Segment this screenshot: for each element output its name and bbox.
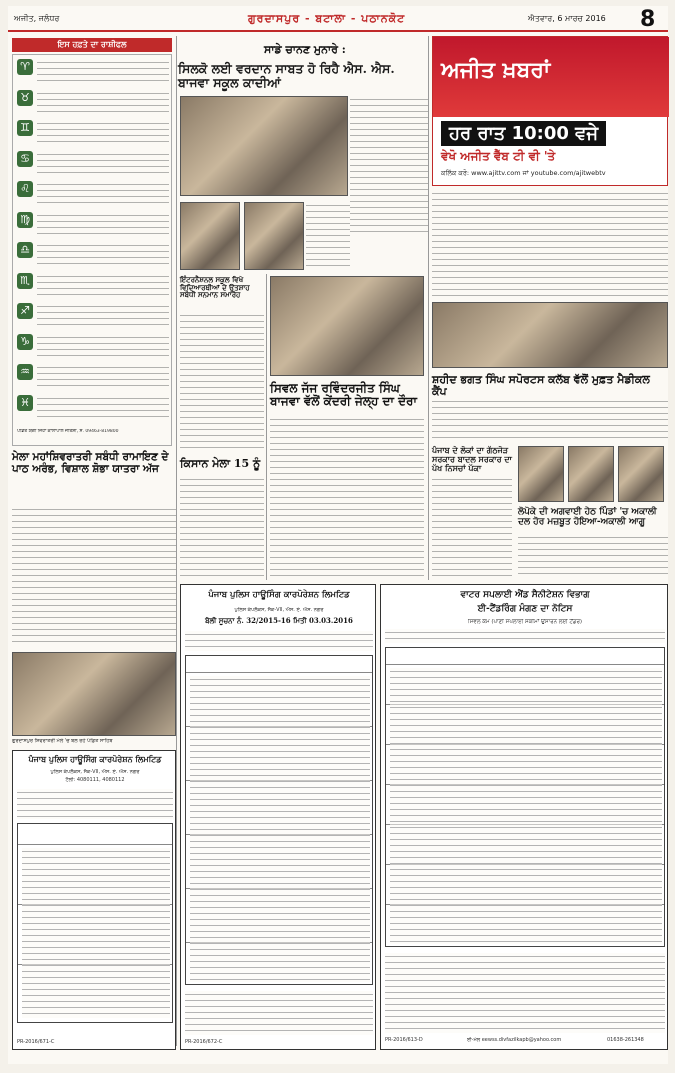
section-title: ਗੁਰਦਾਸਪੁਰ - ਬਟਾਲਾ - ਪਠਾਨਕੋਟ xyxy=(248,12,406,25)
tender-left xyxy=(12,750,176,1050)
tender-left-phone: ਟੈਲੀ: 4080111, 4080112 xyxy=(65,777,125,783)
main-kicker: ਸਾਡੇ ਚਾਨਣ ਮੁਨਾਰੇ : xyxy=(264,43,346,56)
tender-right xyxy=(380,584,668,1050)
camp-headline: ਸ਼ਹੀਦ ਭਗਤ ਸਿੰਘ ਸਪੋਰਟਸ ਕਲੱਬ ਵੱਲੋਂ ਮੁਫ਼ਤ ਮੈਡੀਕਲ ਕੈਂਪ xyxy=(432,373,650,399)
zodiac-icon: ♋ xyxy=(17,151,33,167)
tender-right-ref: PR-2016/613-D xyxy=(385,1037,423,1043)
punjab-headline: ਪੰਜਾਬ ਦੇ ਲੋਕਾਂ ਦਾ ਗੱਠਜੋੜ ਸਰਕਾਰ ਬਾਦਲ ਸਰਕਾਰ ਦਾ ਪੱਖ ਨਿਸਚਾਂ ਪੱਕਾ xyxy=(432,445,512,473)
intl-story-text xyxy=(180,312,264,452)
tender-mid-title: ਪੰਜਾਬ ਪੁਲਿਸ ਹਾਊਸਿੰਗ ਕਾਰਪੋਰੇਸ਼ਨ ਲਿਮਟਿਡ xyxy=(208,590,350,600)
tender-right-table xyxy=(385,647,665,947)
zodiac-text xyxy=(37,181,169,207)
zodiac-icon: ♐ xyxy=(17,303,33,319)
tender-left-title: ਪੰਜਾਬ ਪੁਲਿਸ ਹਾਊਸਿੰਗ ਕਾਰਪੋਰੇਸ਼ਨ ਲਿਮਟਿਡ xyxy=(28,754,162,764)
mela-caption: ਗੁਰਦਾਸਪੁਰ ਸ਼ਿਵਰਾਤਰੀ ਮੇਲੇ 'ਚ ਬੋਲ ਰਹੇ ਪੰਡਿਤ ਸਾਹਿਬ xyxy=(12,738,113,744)
horoscope-box xyxy=(12,54,172,446)
tv-ad-time: ਹਰ ਰਾਤ 10:00 ਵਜੇ xyxy=(441,121,606,146)
portrait-photo-1 xyxy=(180,202,240,270)
main-story-text xyxy=(350,96,428,236)
mela-story-text xyxy=(12,506,176,646)
right-story-text xyxy=(432,190,668,300)
zodiac-text xyxy=(37,151,169,177)
zodiac-icon: ♈ xyxy=(17,59,33,75)
tender-mid-table xyxy=(185,655,373,985)
zodiac-icon: ♍ xyxy=(17,212,33,228)
page-number: 8 xyxy=(640,7,656,32)
tender-left-sub: ਪੁਲਿਸ ਕੰਪਲੈਕਸ, ਸੈਕ-VII, ਐਸ. ਏ. ਐਸ. ਨਗਰ xyxy=(50,769,140,775)
zodiac-icon: ♒ xyxy=(17,364,33,380)
main-story-text-2 xyxy=(306,202,350,270)
zodiac-icon: ♊ xyxy=(17,120,33,136)
tender-right-sub2: ਸਿਵਲ ਕੰਮ (ਪਾਣੀ ਸਪਲਾਈ ਸਕੀਮਾਂ ਉਸਾਰਨ ਲਈ ਟੈਂਡਰ) xyxy=(467,619,583,625)
kisan-story-text xyxy=(180,476,264,578)
horoscope-footer: ਪੰਡਿਤ ਯੋਗੀ ਜਿਹਾ ਕਾਲਾਪਾਲ ਜੋਤਿਸ਼ੀ, ਸੰ. 09463-819800 xyxy=(17,429,119,434)
zodiac-text xyxy=(37,303,169,329)
leader-photo-3 xyxy=(618,446,664,502)
zodiac-text xyxy=(37,364,169,390)
tender-right-phone: 01638-261348 xyxy=(607,1037,644,1043)
tender-right-title: ਵਾਟਰ ਸਪਲਾਈ ਐਂਡ ਸੈਨੀਟੇਸ਼ਨ ਵਿਭਾਗ xyxy=(460,590,590,600)
zodiac-icon: ♏ xyxy=(17,273,33,289)
jail-headline: ਸਿਵਲ ਜੱਜ ਰਵਿੰਦਰਜੀਤ ਸਿੰਘ ਬਾਜਵਾ ਵੱਲੋਂ ਕੇਂਦਰੀ ਜੇਲ੍ਹ ਦਾ ਦੌਰਾ xyxy=(270,381,417,409)
tender-right-sub: ਈ-ਟੈਂਡਰਿੰਗ ਮੰਗਣ ਦਾ ਨੋਟਿਸ xyxy=(477,604,573,614)
zodiac-icon: ♎ xyxy=(17,242,33,258)
punjab-story-text xyxy=(432,476,512,576)
leader-photo-2 xyxy=(568,446,614,502)
date-label: ਐਤਵਾਰ, 6 ਮਾਰਚ 2016 xyxy=(528,14,606,23)
intl-headline: ਇੰਟਰਨੈਸ਼ਨਲ ਸਕੂਲ ਵਿਖੇ ਵਿਦਿਆਰਥੀਆਂ ਦੇ ਉਤਸ਼ਾਹ ਸਬੰਧੀ ਸਨਮਾਨ ਸਮਾਰੋਹ xyxy=(180,275,250,300)
zodiac-icon: ♉ xyxy=(17,90,33,106)
zodiac-text xyxy=(37,242,169,268)
zodiac-text xyxy=(37,120,169,146)
main-headline: ਸਿਲਕੋ ਲਈ ਵਰਦਾਨ ਸਾਬਤ ਹੋ ਰਿਹੈ ਐਸ. ਐਸ. ਬਾਜਵਾ ਸਕੂਲ ਕਾਦੀਆਂ xyxy=(178,61,395,90)
zodiac-text xyxy=(37,212,169,238)
tender-left-ref: PR-2016/671-C xyxy=(17,1039,55,1045)
leader-photo-1 xyxy=(518,446,564,502)
tender-left-table xyxy=(17,823,173,1023)
akali-story-text xyxy=(518,534,668,578)
tv-ad-watch: ਵੇਖੋ ਅਜੀਤ ਵੈੱਬ ਟੀ ਵੀ 'ਤੇ xyxy=(441,149,556,163)
edition-label: ਅਜੀਤ, ਜਲੰਧਰ xyxy=(14,14,60,23)
tender-mid-ref: PR-2016/672-C xyxy=(185,1039,223,1045)
zodiac-icon: ♑ xyxy=(17,334,33,350)
tender-mid xyxy=(180,584,376,1050)
newspaper-page xyxy=(8,6,668,1064)
zodiac-icon: ♌ xyxy=(17,181,33,197)
school-photo xyxy=(180,96,348,196)
tender-mid-notice: ਬੋਲੀ ਸੂਚਨਾ ਨੰ. 32/2015-16 ਮਿਤੀ 03.03.2016 xyxy=(205,616,353,625)
zodiac-text xyxy=(37,90,169,116)
zodiac-text xyxy=(37,273,169,299)
horoscope-title: ਇਸ ਹਫ਼ਤੇ ਦਾ ਰਾਸ਼ੀਫਲ xyxy=(12,38,172,52)
tv-ad-title: ਅਜੀਤ ਖ਼ਬਰਾਂ xyxy=(441,57,551,83)
camp-photo xyxy=(432,302,668,368)
zodiac-text xyxy=(37,334,169,360)
jail-story-text xyxy=(270,416,424,578)
mela-headline: ਮੇਲਾ ਮਹਾਂਸ਼ਿਵਰਾਤਰੀ ਸਬੰਧੀ ਰਾਮਾਇਣ ਦੇ ਪਾਠ ਅਰੰਭ, ਵਿਸ਼ਾਲ ਸ਼ੋਭਾ ਯਾਤਰਾ ਅੱਜ xyxy=(12,451,169,475)
camp-story-text xyxy=(432,398,668,438)
zodiac-icon: ♓ xyxy=(17,395,33,411)
kisan-headline: ਕਿਸਾਨ ਮੇਲਾ 15 ਨੂੰ xyxy=(180,457,261,470)
page-header xyxy=(8,6,668,32)
tv-ad-links: ਕਲਿੱਕ ਕਰੋ: www.ajittv.com ਜਾਂ youtube.com/ajitwebtv xyxy=(441,169,606,177)
tender-right-email: ਈ-ਮੇਲ eewss.divfazilkapb@yahoo.com xyxy=(467,1037,562,1043)
group-photo xyxy=(270,276,424,376)
tv-news-ad xyxy=(432,36,668,186)
tender-mid-sub: ਪੁਲਿਸ ਕੰਪਲੈਕਸ, ਸੈਕ-VII, ਐਸ. ਏ. ਐਸ. ਨਗਰ xyxy=(234,607,324,613)
zodiac-text xyxy=(37,395,169,421)
akali-headline: ਲੋਪੋਕੇ ਦੀ ਅਗਵਾਈ ਹੇਠ ਪਿੰਡਾਂ 'ਚ ਅਕਾਲੀ ਦਲ ਹੋਰ ਮਜ਼ਬੂਤ ਹੋਇਆ-ਅਕਾਲੀ ਆਗੂ xyxy=(518,507,657,527)
mela-photo xyxy=(12,652,176,736)
zodiac-text xyxy=(37,59,169,85)
portrait-photo-2 xyxy=(244,202,304,270)
